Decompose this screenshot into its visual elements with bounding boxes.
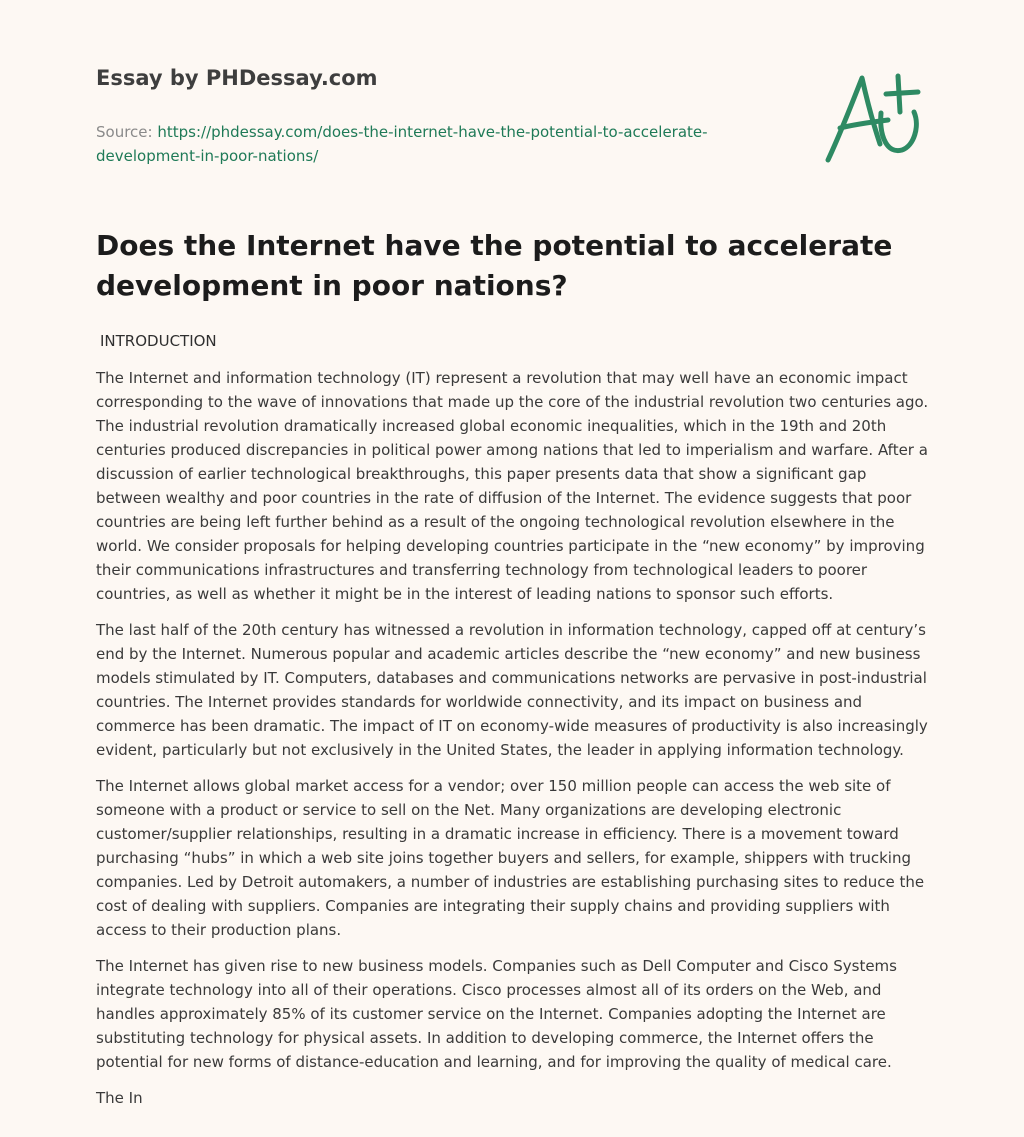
article-title-line1: Does the Internet have the potential to accelerate [96,229,893,262]
paragraph: The Internet has given rise to new business models. Companies such as Dell Computer and Cisco Systems integrate technology into all of their operations. Cisco processes almost all of its orders on the Web, and handles approximately 85% of its customer service on the Internet. Companies adopting the Internet are substituting technology for physical assets. In addition to developing commerce, the Internet offers the potential for new forms of distance-education and learning, and for improving the quality of medical care. [96,957,897,1071]
paragraph: The Internet allows global market access for a vendor; over 150 million people can access the web site of someone with a product or service to sell on the Net. Many organizations are developing electronic customer/supplier relationships, resulting in a dramatic increase in efficiency. There is a movement toward purchasing “hubs” in which a web site joins together buyers and sellers, for example, shippers with trucking companies. Led by Detroit automakers, a number of industries are establishing purchasing sites to reduce the cost of dealing with suppliers. Companies are integrating their supply chains and providing suppliers with access to their production plans. [96,777,925,939]
a-plus-grade-icon [818,68,928,166]
source-label: Source: [96,123,153,141]
brand-title: Essay by PHDessay.com [96,66,378,90]
paragraph-truncated: The In [96,1089,143,1107]
source-link[interactable] [96,123,708,165]
paragraph: The Internet and information technology (IT) represent a revolution that may well have an economic impact corresponding to the wave of innovations that made up the core of the industrial revolution two centuries ago. The industrial revolution dramatically increased global economic inequalities, which in the 19th and 20th centuries produced discrepancies in political power among nations that led to imperialism and warfare. After a discussion of earlier technological breakthroughs, this paper presents data that show a significant gap between wealthy and poor countries in the rate of diffusion of the Internet. The evidence suggests that poor countries are being left further behind as a result of the ongoing technological revolution elsewhere in the world. We consider proposals for helping developing countries participate in the “new economy” by improving their communications infrastructures and transferring technology from technological leaders to poorer countries, as well as whether it might be in the interest of leading nations to sponsor such efforts. [96,369,929,603]
paragraph: The last half of the 20th century has witnessed a revolution in information technology, capped off at century’s end by the Internet. Numerous popular and academic articles describe the “new economy” and new business models stimulated by IT. Computers, databases and communications networks are pervasive in post-industrial countries. The Internet provides standards for worldwide connectivity, and its impact on business and commerce has been dramatic. The impact of IT on economy-wide measures of productivity is also increasingly evident, particularly but not exclusively in the United States, the leader in applying information technology. [96,621,928,759]
source-link-line1: https://phdessay.com/does-the-internet-have-the-potential-to-accelerate- [157,123,708,141]
source-line [96,120,736,168]
section-heading: INTRODUCTION [100,332,217,350]
source-link-line2: development-in-poor-nations/ [96,147,319,165]
article-title-line2: development in poor nations? [96,269,568,302]
article-title [96,226,930,306]
article [96,226,930,1122]
page-header [96,64,736,168]
